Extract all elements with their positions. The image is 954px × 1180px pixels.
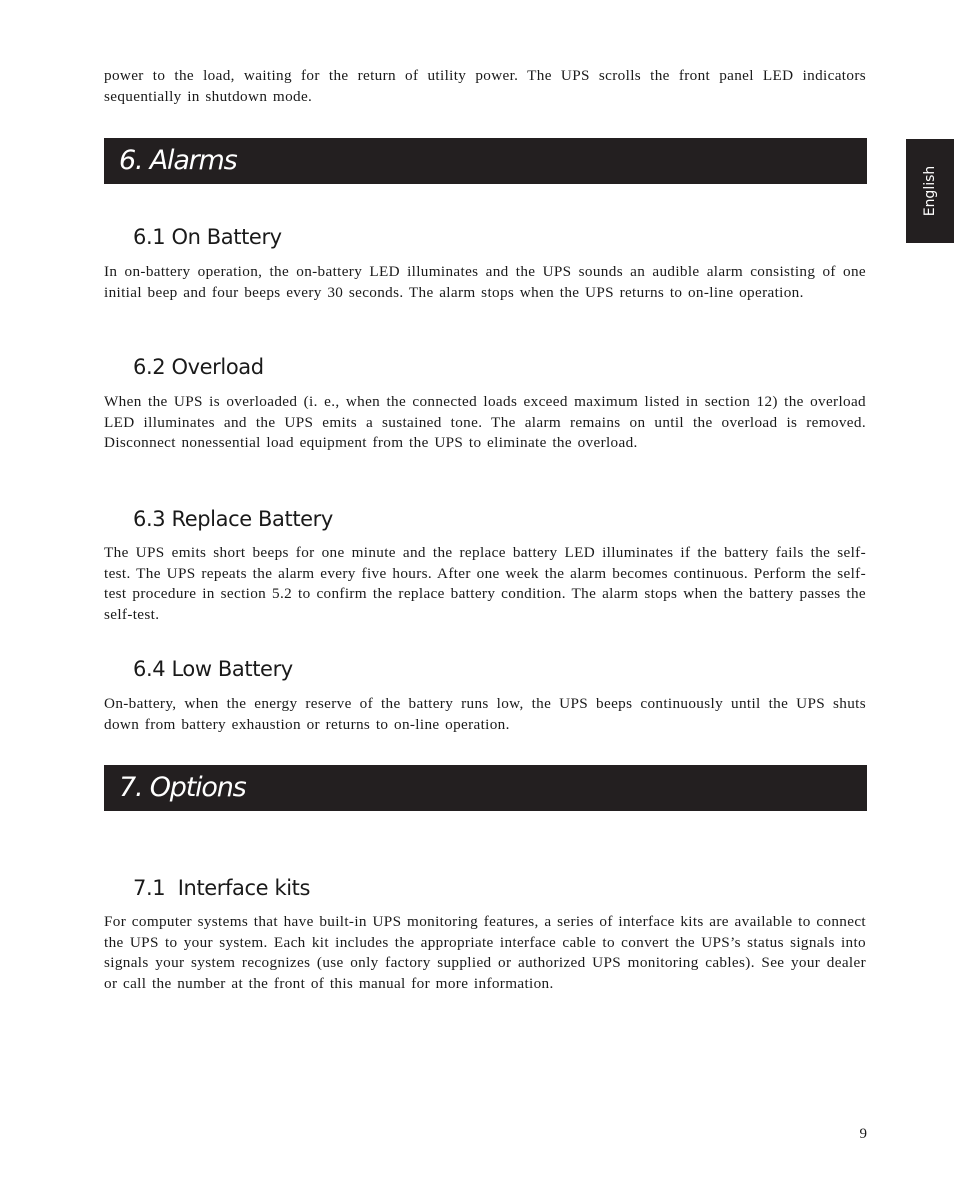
language-side-tab bbox=[906, 139, 954, 243]
section-banner-alarms bbox=[104, 138, 867, 184]
paragraph-interface-kits: For computer systems that have built-in UPS monitoring features, a series of interface kits are available to connect the UPS to your system. Each kit includes the appropriate interface cable to convert the UPS’s status signals into signals your system recognizes (use only factory supplied or authorized UPS monitoring cables). See your dealer or call the number at the front of this manual for more information. bbox=[104, 913, 866, 993]
paragraph-replace-battery: The UPS emits short beeps for one minute and the replace battery LED illuminates if the battery fails the self-test. The UPS repeats the alarm every five hours. After one week the alarm becomes continuous. Perform the self-test procedure in section 5.2 to confirm the replace battery condition. The alarm stops when the battery passes the self-test. bbox=[104, 544, 866, 624]
paragraph-low-battery: On-battery, when the energy reserve of the battery runs low, the UPS beeps continuously until the UPS shuts down from battery exhaustion or returns to on-line operation. bbox=[104, 695, 866, 733]
page-number: 9 bbox=[859, 1126, 867, 1142]
paragraph-overload: When the UPS is overloaded (i. e., when the connected loads exceed maximum listed in section 12) the overload LED illuminates and the UPS emits a sustained tone. The alarm remains on until the overload is removed. Disconnect nonessential load equipment from the UPS to eliminate the overload. bbox=[104, 393, 866, 452]
subsection-title-interface-kits: 7.1 Interface kits bbox=[133, 876, 311, 900]
subsection-title-low-battery: 6.4 Low Battery bbox=[133, 657, 293, 681]
subsection-title-on-battery: 6.1 On Battery bbox=[133, 225, 282, 249]
subsection-title-overload: 6.2 Overload bbox=[133, 355, 264, 379]
section-title-alarms: 6. Alarms bbox=[119, 145, 237, 176]
paragraph-on-battery: In on-battery operation, the on-battery LED illuminates and the UPS sounds an audible alarm consisting of one initial beep and four beeps every 30 seconds. The alarm stops when the UPS returns to on-line operation. bbox=[104, 263, 866, 301]
section-banner-options bbox=[104, 765, 867, 811]
language-label: English bbox=[922, 165, 938, 217]
intro-paragraph: power to the load, waiting for the return of utility power. The UPS scrolls the front panel LED indicators sequentially in shutdown mode. bbox=[104, 67, 866, 105]
subsection-title-replace-battery: 6.3 Replace Battery bbox=[133, 507, 333, 531]
section-title-options: 7. Options bbox=[119, 772, 246, 803]
